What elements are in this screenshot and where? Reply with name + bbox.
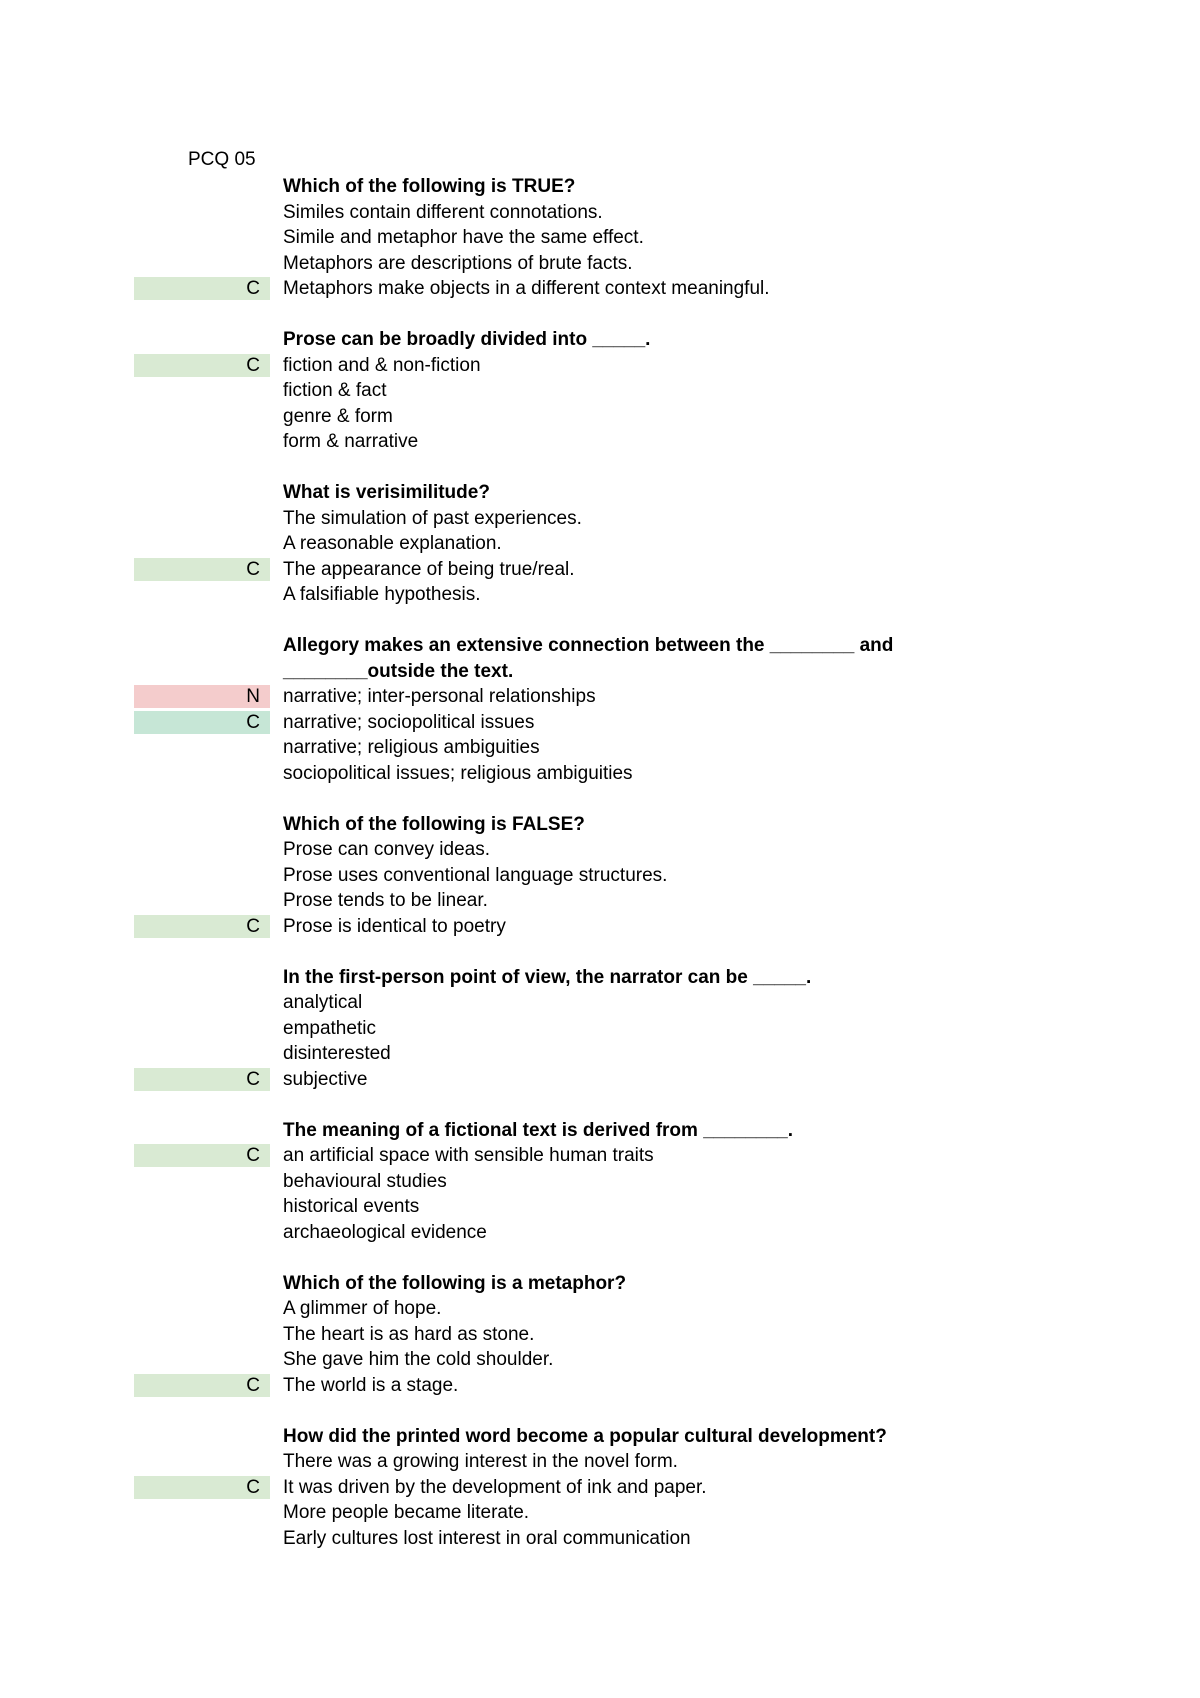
answer-option <box>0 1373 1200 1399</box>
correct-marker: C <box>134 915 270 938</box>
answer-option <box>0 888 1200 914</box>
correct-marker: C <box>134 1144 270 1167</box>
question-text: Prose can be broadly divided into _____. <box>283 329 651 350</box>
answer-option <box>0 990 1200 1016</box>
answer-option <box>0 1296 1200 1322</box>
answer-option-text: The world is a stage. <box>283 1374 459 1396</box>
answer-option <box>0 863 1200 889</box>
question-block <box>0 327 1200 455</box>
answer-option <box>0 710 1200 736</box>
answer-option <box>0 225 1200 251</box>
answer-option-text: Prose is identical to poetry <box>283 915 506 937</box>
answer-option <box>0 276 1200 302</box>
answer-option <box>0 1475 1200 1501</box>
answer-option-text: archaeological evidence <box>283 1221 487 1243</box>
question-block <box>0 480 1200 608</box>
answer-option <box>0 1143 1200 1169</box>
answer-option <box>0 837 1200 863</box>
answer-option <box>0 1347 1200 1373</box>
question-text: How did the printed word become a popular cultural development? <box>283 1425 887 1447</box>
answer-option-text: fiction and & non-fiction <box>283 354 481 376</box>
answer-option-text: The appearance of being true/real. <box>283 558 575 580</box>
answer-option <box>0 1169 1200 1195</box>
answer-option <box>0 429 1200 455</box>
question-text: Which of the following is FALSE? <box>283 813 585 835</box>
answer-option <box>0 1322 1200 1348</box>
correct-marker: C <box>134 354 270 377</box>
answer-option <box>0 582 1200 608</box>
answer-option <box>0 200 1200 226</box>
answer-option <box>0 684 1200 710</box>
answer-option <box>0 1500 1200 1526</box>
answer-option-text: fiction & fact <box>283 380 387 401</box>
correct-marker: C <box>134 1374 270 1397</box>
question-list <box>0 174 1200 1577</box>
answer-option <box>0 1067 1200 1093</box>
answer-option <box>0 1194 1200 1220</box>
question-block <box>0 1118 1200 1246</box>
answer-option-text: empathetic <box>283 1017 376 1039</box>
answer-option-text: Metaphors make objects in a different context meaningful. <box>283 278 770 299</box>
answer-option-text: disinterested <box>283 1043 391 1064</box>
answer-option <box>0 506 1200 532</box>
question-block <box>0 965 1200 1093</box>
answer-option <box>0 1526 1200 1552</box>
question-text: In the first-person point of view, the narrator can be _____. <box>283 966 812 988</box>
answer-option <box>0 531 1200 557</box>
answer-option-text: A reasonable explanation. <box>283 533 502 554</box>
question-block <box>0 1271 1200 1399</box>
answer-option <box>0 761 1200 787</box>
answer-option-text: She gave him the cold shoulder. <box>283 1349 554 1370</box>
answer-option-text: Prose uses conventional language structures. <box>283 864 668 886</box>
answer-option-text: Prose tends to be linear. <box>283 890 488 911</box>
answer-option-text: historical events <box>283 1196 420 1217</box>
answer-option-text: A falsifiable hypothesis. <box>283 584 481 605</box>
answer-option <box>0 1449 1200 1475</box>
correct-marker: C <box>134 1068 270 1091</box>
answer-option <box>0 353 1200 379</box>
answer-option-text: Similes contain different connotations. <box>283 201 603 223</box>
answer-option-text: Prose can convey ideas. <box>283 839 491 860</box>
answer-option-text: narrative; religious ambiguities <box>283 737 540 758</box>
answer-option <box>0 378 1200 404</box>
answer-option-text: The heart is as hard as stone. <box>283 1323 535 1345</box>
answer-option-text: narrative; sociopolitical issues <box>283 711 535 733</box>
answer-option-text: behavioural studies <box>283 1170 447 1192</box>
answer-option-text: There was a growing interest in the novel form. <box>283 1451 678 1472</box>
answer-option-text: analytical <box>283 992 363 1013</box>
answer-option-text: Simile and metaphor have the same effect. <box>283 227 644 248</box>
correct-marker: C <box>134 558 270 581</box>
answer-option-text: subjective <box>283 1068 368 1090</box>
answer-option-text: More people became literate. <box>283 1502 530 1523</box>
answer-option-text: narrative; inter-personal relationships <box>283 686 596 707</box>
question-block <box>0 1424 1200 1552</box>
question-text: The meaning of a fictional text is derived from ________. <box>283 1119 794 1141</box>
question-text: What is verisimilitude? <box>283 482 490 503</box>
answer-option <box>0 557 1200 583</box>
answer-option-text: genre & form <box>283 405 393 427</box>
answer-option <box>0 1016 1200 1042</box>
answer-option-text: Early cultures lost interest in oral communication <box>283 1527 691 1549</box>
answer-option <box>0 404 1200 430</box>
answer-option-text: an artificial space with sensible human traits <box>283 1145 654 1166</box>
question-block <box>0 174 1200 302</box>
question-block <box>0 633 1200 786</box>
correct-marker: C <box>134 277 270 300</box>
question-block <box>0 812 1200 940</box>
answer-option-text: sociopolitical issues; religious ambiguities <box>283 762 633 784</box>
question-text: Allegory makes an extensive connection between the ________ and ________outside the text. <box>283 635 894 682</box>
document-title: PCQ 05 <box>188 149 256 170</box>
answer-option <box>0 1220 1200 1246</box>
answer-option-text: The simulation of past experiences. <box>283 507 582 529</box>
answer-option <box>0 914 1200 940</box>
answer-option-text: Metaphors are descriptions of brute facts. <box>283 252 633 274</box>
question-text: Which of the following is a metaphor? <box>283 1272 627 1294</box>
incorrect-marker: N <box>134 685 270 708</box>
correct-marker: C <box>134 711 270 734</box>
correct-marker: C <box>134 1476 270 1499</box>
answer-option-text: It was driven by the development of ink and paper. <box>283 1476 707 1498</box>
answer-option-text: A glimmer of hope. <box>283 1298 442 1319</box>
answer-option-text: form & narrative <box>283 431 419 452</box>
question-text: Which of the following is TRUE? <box>283 176 576 197</box>
answer-option <box>0 1041 1200 1067</box>
answer-option <box>0 735 1200 761</box>
answer-option <box>0 251 1200 277</box>
